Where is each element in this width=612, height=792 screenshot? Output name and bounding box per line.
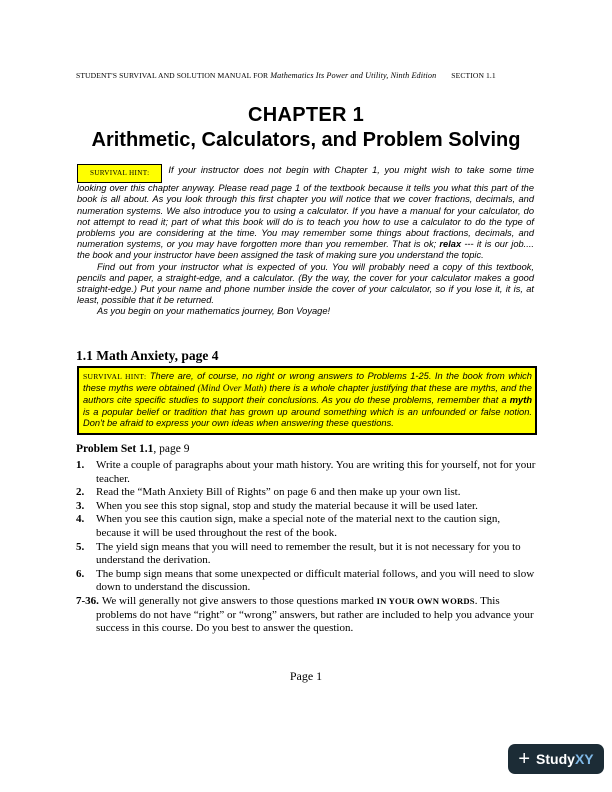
problem-set-title: Problem Set 1.1 (76, 443, 154, 455)
intro-p1-a: If your instructor does not begin with Chapter 1, you might wish to take some time looking over this chapter anyway. Please read page 1 of the textbook because it tells you what this part of the book is all about. As you look through this first chapter you will notice that we cover fractions, decimals, and numeration systems. We also introduce you to using a calculator. If you have a manual for your calculator, do not attempt to read it; part of what this book will do is to teach you how to use a calculator to do the type of problems you are considering at the time. You may remember some things about fractions, decimals, and numeration systems, or you may have forgotten more than you remember. That is ok; (77, 165, 534, 250)
problem-number: 3. (76, 499, 85, 512)
problem-list (76, 459, 536, 636)
hint-text-c: is a popular belief or tradition that has grown up around something which is an unfounded or false notion. Don't be afraid to express your own ideas when answering these questions. (83, 406, 532, 429)
problem-text: Read the “Math Anxiety Bill of Rights” on page 6 and then make up your own list. (96, 486, 461, 499)
problem-text: The bump sign means that some unexpected or difficult material follows, and you will need to slow down to understand the discussion. (96, 567, 535, 594)
section-heading: 1.1 Math Anxiety, page 4 (76, 348, 219, 363)
chapter-title: Arithmetic, Calculators, and Problem Solving (91, 129, 521, 151)
running-header (76, 71, 534, 80)
in-your-own-words-label: IN YOUR OWN WORDS (376, 595, 475, 606)
problem-item (76, 568, 536, 595)
survival-hint-badge: SURVIVAL HINT: (77, 164, 162, 183)
survival-hint-label: SURVIVAL HINT: (83, 372, 147, 381)
problem-item (76, 541, 536, 568)
problem-item (76, 486, 536, 500)
problem-number: 2. (76, 486, 85, 499)
studyxy-watermark (508, 744, 604, 774)
intro-p1-bold: relax (439, 239, 462, 250)
watermark-brand-b: XY (574, 751, 594, 767)
problem-item (76, 513, 536, 540)
problem-set-page: , page 9 (153, 443, 190, 455)
problem-item-range (76, 595, 536, 636)
page-number: Page 1 (289, 669, 323, 683)
problem-range-text-a: We will generally not give answers to those questions marked (101, 594, 377, 607)
header-book-title: Mathematics Its Power and Utility, Ninth Edition (270, 71, 437, 80)
problem-text: When you see this stop signal, stop and study the material because it will be used later. (96, 499, 478, 512)
watermark-brand-a: Study (536, 751, 575, 767)
hint-text-a: There are, of course, no right or wrong answers to Problems 1-25. In the book from which these myths were obtained (83, 371, 532, 393)
intro-paragraph-2: Find out from your instructor what is expected of you. You will probably need a copy of this textbook, pencils and paper, a straight-edge, and a calculator. (By the way, the cover for your calculator makes a good straight-edge.) Put your name and phone number inside the cover of your calculator, so if you lose it, it is, at least, possible that it be returned. (77, 261, 534, 306)
hint-bold: myth (509, 395, 532, 406)
problem-item (76, 500, 536, 514)
problem-number: 5. (76, 540, 85, 553)
problem-text: When you see this caution sign, make a special note of the material next to the caution sign, because it will be used throughout the rest of the book. (96, 513, 501, 539)
problem-text: The yield sign means that you will need to remember the result, but it is not necessary for you to understand the derivation. (96, 540, 521, 567)
hint-text-b: there is a whole chapter justifying that these are myths, and the authors cite specific studies to support their conclusions. As you do these problems, remember that a (83, 382, 532, 406)
problem-range-text-b: . This problems do not have “right” or “wrong” answers, but rather are included to help you advance your success in this course. Do you best to answer the question. (96, 594, 534, 635)
problem-set-heading (76, 443, 190, 455)
problem-item (76, 459, 536, 486)
chapter-number: CHAPTER 1 (247, 104, 365, 126)
header-section: SECTION 1.1 (451, 71, 496, 80)
problem-range-number: 7-36. (76, 594, 99, 607)
intro-paragraph-3: As you begin on your mathematics journey, Bon Voyage! (97, 306, 331, 317)
header-prefix: STUDENT'S SURVIVAL AND SOLUTION MANUAL FOR (76, 71, 269, 80)
intro-paragraph-1 (77, 164, 534, 262)
problem-number: 6. (76, 567, 85, 580)
hint-reference: (Mind Over Math) (197, 383, 267, 394)
problem-text: Write a couple of paragraphs about your math history. You are writing this for yourself, not for your teacher. (96, 459, 536, 485)
plus-icon: + (518, 748, 531, 770)
intro-text (77, 163, 534, 318)
survival-hint-box (77, 366, 537, 435)
problem-number: 1. (76, 459, 85, 471)
intro-p1-b: --- it is our job.... the book and your instructor have been assigned the task of making sure you understand the topic. (77, 239, 535, 261)
problem-number: 4. (76, 513, 85, 526)
